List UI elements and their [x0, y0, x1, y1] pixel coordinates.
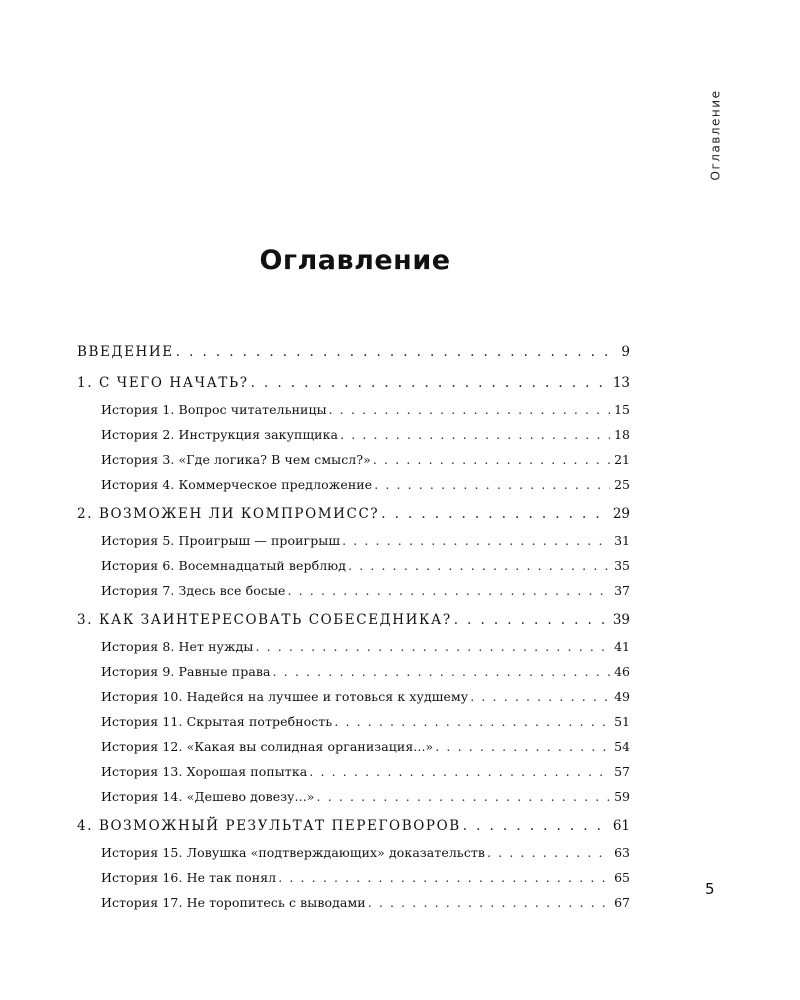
dot-leader: [317, 784, 611, 809]
toc-entry-page: 29: [609, 500, 630, 528]
toc-entry-page: 35: [610, 553, 630, 578]
toc-chapter-entry[interactable]: [77, 500, 630, 528]
toc-entry-title: История 12. «Какая вы солидная организация...»: [101, 734, 435, 759]
dot-leader: [251, 369, 609, 397]
toc-entry-title: История 13. Хорошая попытка: [101, 759, 309, 784]
toc-entry-page: 61: [609, 812, 630, 840]
toc-entry-page: 65: [610, 865, 630, 890]
toc-story-entry[interactable]: [77, 890, 630, 915]
toc-entry-title: История 14. «Дешево довезу...»: [101, 784, 317, 809]
toc-entry-page: 37: [610, 578, 630, 603]
toc-story-entry[interactable]: [77, 528, 630, 553]
table-of-contents: [77, 338, 630, 915]
dot-leader: [329, 397, 610, 422]
toc-entry-title: История 11. Скрытая потребность: [101, 709, 334, 734]
toc-entry-title: ВВЕДЕНИЕ: [77, 338, 176, 366]
toc-entry-page: 31: [610, 528, 630, 553]
toc-story-entry[interactable]: [77, 659, 630, 684]
dot-leader: [309, 759, 610, 784]
toc-entry-page: 54: [610, 734, 630, 759]
toc-entry-page: 39: [609, 606, 630, 634]
dot-leader: [342, 528, 610, 553]
toc-entry-page: 9: [617, 338, 630, 366]
toc-entry-page: 21: [610, 447, 630, 472]
dot-leader: [340, 422, 610, 447]
toc-entry-title: 1. С ЧЕГО НАЧАТЬ?: [77, 369, 251, 397]
toc-entry-title: 3. КАК ЗАИНТЕРЕСОВАТЬ СОБЕСЕДНИКА?: [77, 606, 454, 634]
toc-story-entry[interactable]: [77, 840, 630, 865]
toc-entry-page: 51: [610, 709, 630, 734]
toc-entry-title: История 4. Коммерческое предложение: [101, 472, 374, 497]
toc-story-entry[interactable]: [77, 865, 630, 890]
toc-chapter-entry[interactable]: [77, 369, 630, 397]
dot-leader: [435, 734, 610, 759]
toc-entry-page: 67: [610, 890, 630, 915]
dot-leader: [374, 472, 610, 497]
toc-entry-page: 41: [610, 634, 630, 659]
dot-leader: [454, 606, 609, 634]
toc-chapter-entry[interactable]: [77, 812, 630, 840]
toc-story-entry[interactable]: [77, 578, 630, 603]
toc-entry-page: 59: [610, 784, 630, 809]
toc-entry-title: 4. ВОЗМОЖНЫЙ РЕЗУЛЬТАТ ПЕРЕГОВОРОВ: [77, 812, 463, 840]
toc-story-entry[interactable]: [77, 447, 630, 472]
dot-leader: [381, 500, 609, 528]
running-header-text: Оглавление: [708, 89, 722, 181]
dot-leader: [176, 338, 618, 366]
toc-chapter-entry[interactable]: [77, 338, 630, 366]
dot-leader: [348, 553, 610, 578]
toc-entry-title: История 8. Нет нужды: [101, 634, 255, 659]
dot-leader: [463, 812, 609, 840]
dot-leader: [368, 890, 610, 915]
toc-entry-page: 25: [610, 472, 630, 497]
toc-entry-title: 2. ВОЗМОЖЕН ЛИ КОМПРОМИСС?: [77, 500, 381, 528]
toc-chapter-entry[interactable]: [77, 606, 630, 634]
dot-leader: [288, 578, 611, 603]
toc-entry-title: История 1. Вопрос читательницы: [101, 397, 329, 422]
toc-story-entry[interactable]: [77, 759, 630, 784]
toc-entry-page: 18: [610, 422, 630, 447]
toc-entry-page: 13: [609, 369, 630, 397]
toc-entry-title: История 17. Не торопитесь с выводами: [101, 890, 368, 915]
toc-story-entry[interactable]: [77, 422, 630, 447]
toc-entry-page: 15: [610, 397, 630, 422]
toc-entry-title: История 7. Здесь все босые: [101, 578, 288, 603]
toc-story-entry[interactable]: [77, 472, 630, 497]
toc-story-entry[interactable]: [77, 709, 630, 734]
toc-entry-title: История 5. Проигрыш — проигрыш: [101, 528, 342, 553]
dot-leader: [334, 709, 610, 734]
toc-entry-page: 49: [610, 684, 630, 709]
toc-story-entry[interactable]: [77, 553, 630, 578]
toc-entry-title: История 16. Не так понял: [101, 865, 278, 890]
toc-story-entry[interactable]: [77, 784, 630, 809]
dot-leader: [487, 840, 610, 865]
dot-leader: [273, 659, 611, 684]
toc-story-entry[interactable]: [77, 734, 630, 759]
dot-leader: [373, 447, 610, 472]
toc-entry-page: 63: [610, 840, 630, 865]
page-number: 5: [705, 880, 715, 898]
toc-story-entry[interactable]: [77, 684, 630, 709]
dot-leader: [278, 865, 610, 890]
page-title: Оглавление: [259, 245, 451, 276]
toc-entry-title: История 6. Восемнадцатый верблюд: [101, 553, 348, 578]
toc-entry-title: История 9. Равные права: [101, 659, 273, 684]
toc-entry-page: 46: [610, 659, 630, 684]
running-header: [703, 89, 727, 181]
toc-entry-page: 57: [610, 759, 630, 784]
toc-entry-title: История 15. Ловушка «подтверждающих» доказательств: [101, 840, 487, 865]
toc-story-entry[interactable]: [77, 634, 630, 659]
dot-leader: [255, 634, 610, 659]
toc-story-entry[interactable]: [77, 397, 630, 422]
toc-entry-title: История 3. «Где логика? В чем смысл?»: [101, 447, 373, 472]
dot-leader: [470, 684, 610, 709]
toc-entry-title: История 10. Надейся на лучшее и готовься к худшему: [101, 684, 470, 709]
toc-entry-title: История 2. Инструкция закупщика: [101, 422, 340, 447]
